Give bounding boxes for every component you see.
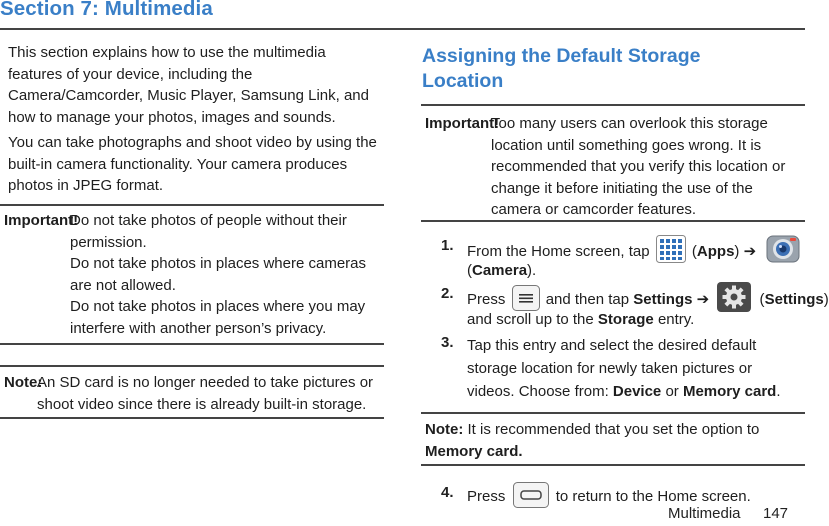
right-important-bottom-rule — [421, 220, 805, 222]
step-4-text: Press to return to the Home screen. — [467, 484, 751, 510]
step-4-number: 4. — [441, 484, 454, 501]
step-1-camera-label: (Camera). — [467, 262, 537, 279]
right-important-text: Too many users can overlook this storage location until something goes wrong. It is recommended that you verify this location or change it before initiating the use of the camera or camcorder features. — [491, 115, 786, 219]
important-bottom-rule — [0, 343, 384, 345]
heading-line-2: Location — [422, 70, 504, 92]
section-title: Section 7: Multimedia — [0, 0, 213, 20]
right-important-top-rule — [421, 104, 805, 106]
page-number: 147 — [763, 505, 789, 522]
important-item-3: Do not take photos in places where you may interfere with another person’s privacy. — [70, 298, 366, 337]
settings-gear-icon — [717, 282, 751, 312]
heading-line-1: Assigning the Default Storage — [422, 45, 701, 67]
step-2-number: 2. — [441, 285, 454, 302]
step-3-text: Tap this entry and select the desired default storage location for newly taken pictures or videos. Choose from: Device or Memory card. — [467, 337, 781, 400]
right-note: Note: It is recommended that you set the option to Memory card. — [425, 421, 760, 460]
right-note-top-rule — [421, 412, 805, 414]
important-item-1: Do not take photos of people without their permission. — [70, 212, 347, 251]
step-2-text: Press and then tap Settings ➔ (Settings) — [467, 285, 829, 315]
title-rule — [0, 28, 805, 30]
note-text: An SD card is no longer needed to take pictures or shoot video since there is already built-in storage. — [37, 374, 374, 413]
important-item-2: Do not take photos in places where cameras are not allowed. — [70, 255, 366, 294]
subsection-heading — [422, 44, 700, 94]
step-1-text: From the Home screen, tap (Apps) ➔ — [467, 237, 800, 267]
apps-grid-icon — [656, 235, 686, 263]
note-bottom-rule — [0, 417, 384, 419]
step-3-number: 3. — [441, 334, 454, 351]
important-top-rule — [0, 204, 384, 206]
note-label: Note: — [4, 374, 43, 391]
right-note-bottom-rule — [421, 464, 805, 466]
footer-section: Multimedia — [668, 505, 741, 522]
camera-icon — [766, 234, 800, 264]
menu-key-icon — [512, 285, 540, 311]
intro-paragraph-2: You can take photographs and shoot video by using the built-in camera functionality. Your camera produces photos in JPEG format. — [8, 134, 377, 195]
right-important-label: Important! — [425, 115, 500, 132]
important-label: Important! — [4, 212, 79, 229]
step-2-continued: and scroll up to the Storage entry. — [467, 311, 695, 328]
step-1-number: 1. — [441, 237, 454, 254]
home-key-icon — [513, 482, 549, 508]
intro-paragraph-1: This section explains how to use the multimedia features of your device, including the Camera/Camcorder, Music Player, Samsung Link, and how to manage your photos, images and sounds. — [8, 44, 369, 126]
note-top-rule — [0, 365, 384, 367]
